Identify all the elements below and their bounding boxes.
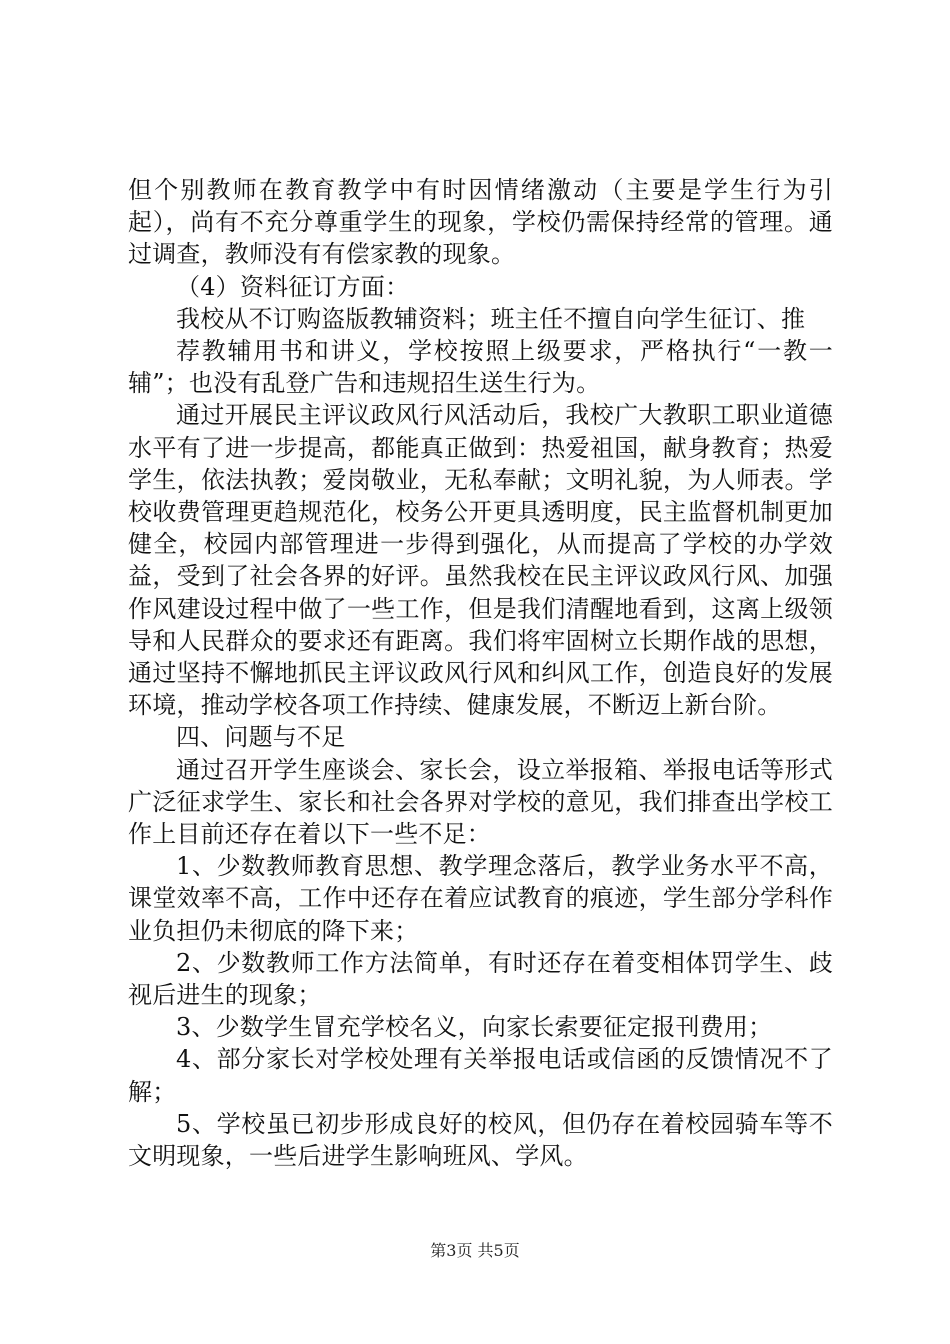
page-footer: 第3页 共5页 — [430, 1241, 520, 1260]
list-item: 1、少数教师教育思想、教学理念落后，教学业务水平不高，课堂效率不高，工作中还存在着应试教育的痕迹，学生部分学科作业负担仍未彻底的降下来； — [128, 852, 833, 945]
list-item: 5、学校虽已初步形成良好的校风，但仍存在着校园骑车等不文明现象，一些后进学生影响班风、学风。 — [128, 1109, 833, 1171]
section-heading: 四、问题与不足 — [176, 723, 346, 752]
paragraph: 通过开展民主评议政风行风活动后，我校广大教职工职业道德水平有了进一步提高，都能真正做到：热爱祖国，献身教育；热爱学生，依法执教；爱岗敬业，无私奉献；文明礼貌，为人师表。学校收费管理更趋规范化，校务公开更具透明度，民主监督机制更加健全，校园内部管理进一步得到强化，从而提高了学校的办学效益，受到了社会各界的好评。虽然我校在民主评议政风行风、加强作风建设过程中做了一些工作，但是我们清醒地看到，这离上级领导和人民群众的要求还有距离。我们将牢固树立长期作战的思想，通过坚持不懈地抓民主评议政风行风和纠风工作，创造良好的发展环境，推动学校各项工作持续、健康发展，不断迈上新台阶。 — [128, 401, 833, 720]
paragraph: 通过召开学生座谈会、家长会，设立举报箱、举报电话等形式广泛征求学生、家长和社会各界对学校的意见，我们排查出学校工作上目前还存在着以下一些不足： — [128, 755, 833, 849]
document-body — [128, 174, 833, 1172]
list-item: 2、少数教师工作方法简单，有时还存在着变相体罚学生、歧视后进生的现象； — [128, 948, 833, 1010]
paragraph: （4）资料征订方面： — [176, 272, 410, 301]
paragraph: 但个别教师在教育教学中有时因情绪激动（主要是学生行为引起），尚有不充分尊重学生的现象，学校仍需保持经常的管理。通过调查，教师没有有偿家教的现象。 — [128, 176, 833, 269]
list-item: 4、部分家长对学校处理有关举报电话或信函的反馈情况不了解； — [128, 1045, 833, 1106]
paragraph: 荐教辅用书和讲义，学校按照上级要求，严格执行“一教一辅”；也没有乱登广告和违规招生送生行为。 — [128, 337, 833, 398]
paragraph: 我校从不订购盗版教辅资料；班主任不擅自向学生征订、推 — [176, 304, 806, 333]
list-item: 3、少数学生冒充学校名义，向家长索要征定报刊费用； — [176, 1013, 773, 1042]
